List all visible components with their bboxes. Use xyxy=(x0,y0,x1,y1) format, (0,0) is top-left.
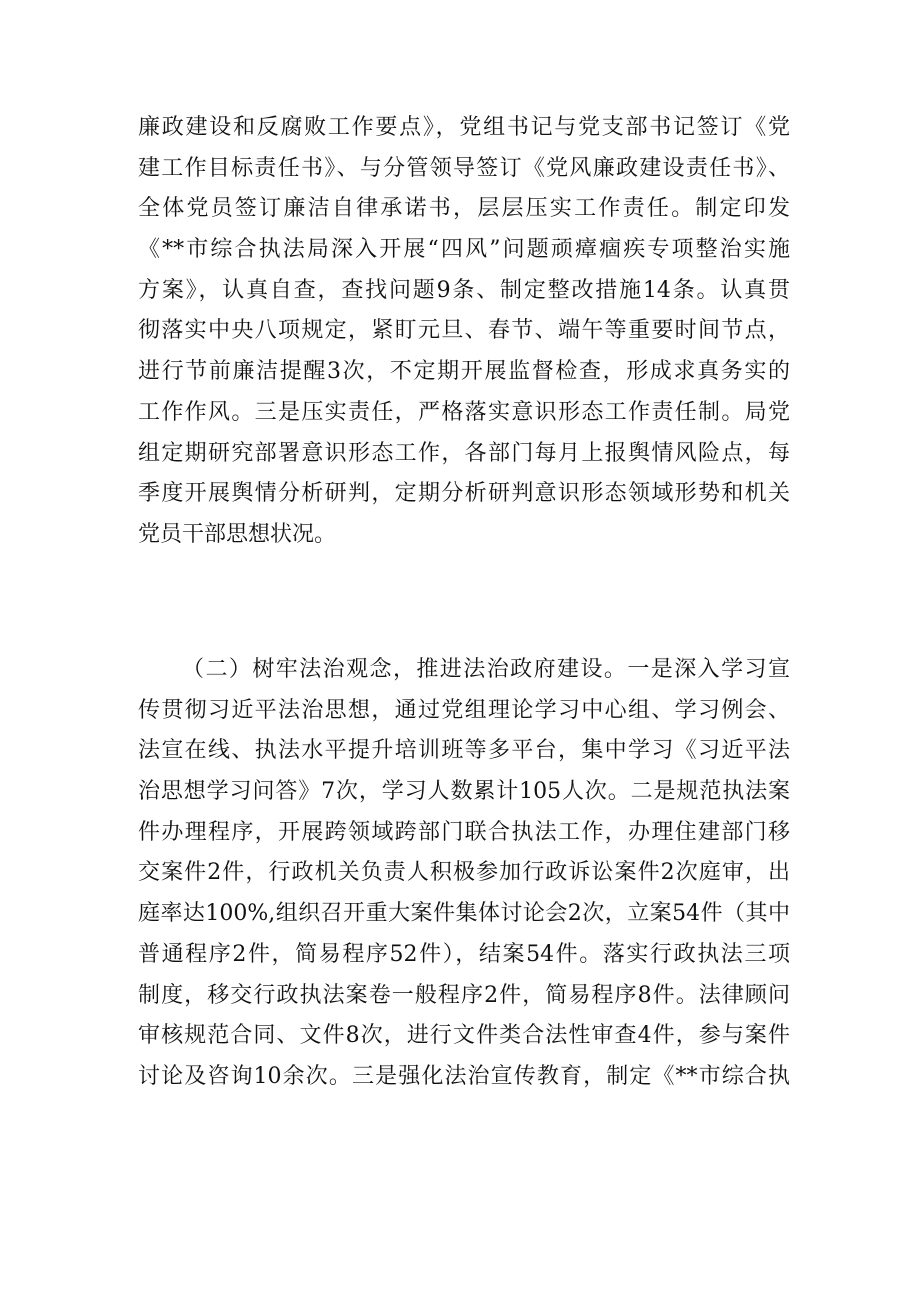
paragraph-rule-of-law xyxy=(138,650,790,1098)
paragraph-party-conduct xyxy=(138,108,790,556)
text-line: 组定期研究部署意识形态工作，各部门每月上报舆情风险点，每 xyxy=(138,440,790,466)
text-line: 《**市综合执法局深入开展“四风”问题顽瘴痼疾专项整治实施 xyxy=(138,237,790,263)
text-line: 全体党员签订廉洁自律承诺书，层层压实工作责任。制定印发 xyxy=(138,196,790,222)
text-line: 党员干部思想状况。 xyxy=(138,521,337,547)
text-line: 庭率达100%,组织召开重大案件集体讨论会2次，立案54件（其中 xyxy=(138,901,790,927)
text-line: 法宣在线、执法水平提升培训班等多平台，集中学习《习近平法 xyxy=(138,738,790,764)
text-line: 方案》，认真自查，查找问题9条、制定整改措施14条。认真贯 xyxy=(138,277,790,303)
text-line: 廉政建设和反腐败工作要点》，党组书记与党支部书记签订《党 xyxy=(138,115,790,140)
text-line: 工作作风。三是压实责任，严格落实意识形态工作责任制。局党 xyxy=(138,399,790,425)
text-line: 审核规范合同、文件8次，进行文件类合法性审查4件，参与案件 xyxy=(138,1023,790,1049)
text-line: 彻落实中央八项规定，紧盯元旦、春节、端午等重要时间节点， xyxy=(138,318,790,344)
text-line: 季度开展舆情分析研判，定期分析研判意识形态领域形势和机关 xyxy=(138,481,790,507)
text-line: 治思想学习问答》7次，学习人数累计105人次。二是规范执法案 xyxy=(138,779,790,805)
text-line: 件办理程序，开展跨领域跨部门联合执法工作，办理住建部门移 xyxy=(138,819,790,845)
text-line: 进行节前廉洁提醒3次，不定期开展监督检查，形成求真务实的 xyxy=(138,359,790,385)
text-line: 制度，移交行政执法案卷一般程序2件，简易程序8件。法律顾问 xyxy=(138,982,790,1008)
text-line: 交案件2件，行政机关负责人积极参加行政诉讼案件2次庭审，出 xyxy=(138,860,790,886)
text-line: 建工作目标责任书》、与分管领导签订《党风廉政建设责任书》、 xyxy=(138,155,790,181)
text-line: 传贯彻习近平法治思想，通过党组理论学习中心组、学习例会、 xyxy=(138,697,790,723)
text-line: 普通程序2件，简易程序52件），结案54件。落实行政执法三项 xyxy=(138,941,790,967)
text-line: 讨论及咨询10余次。三是强化法治宣传教育，制定《**市综合执 xyxy=(138,1063,790,1089)
section-heading-line: （二）树牢法治观念，推进法治政府建设。一是深入学习宣 xyxy=(182,657,790,682)
